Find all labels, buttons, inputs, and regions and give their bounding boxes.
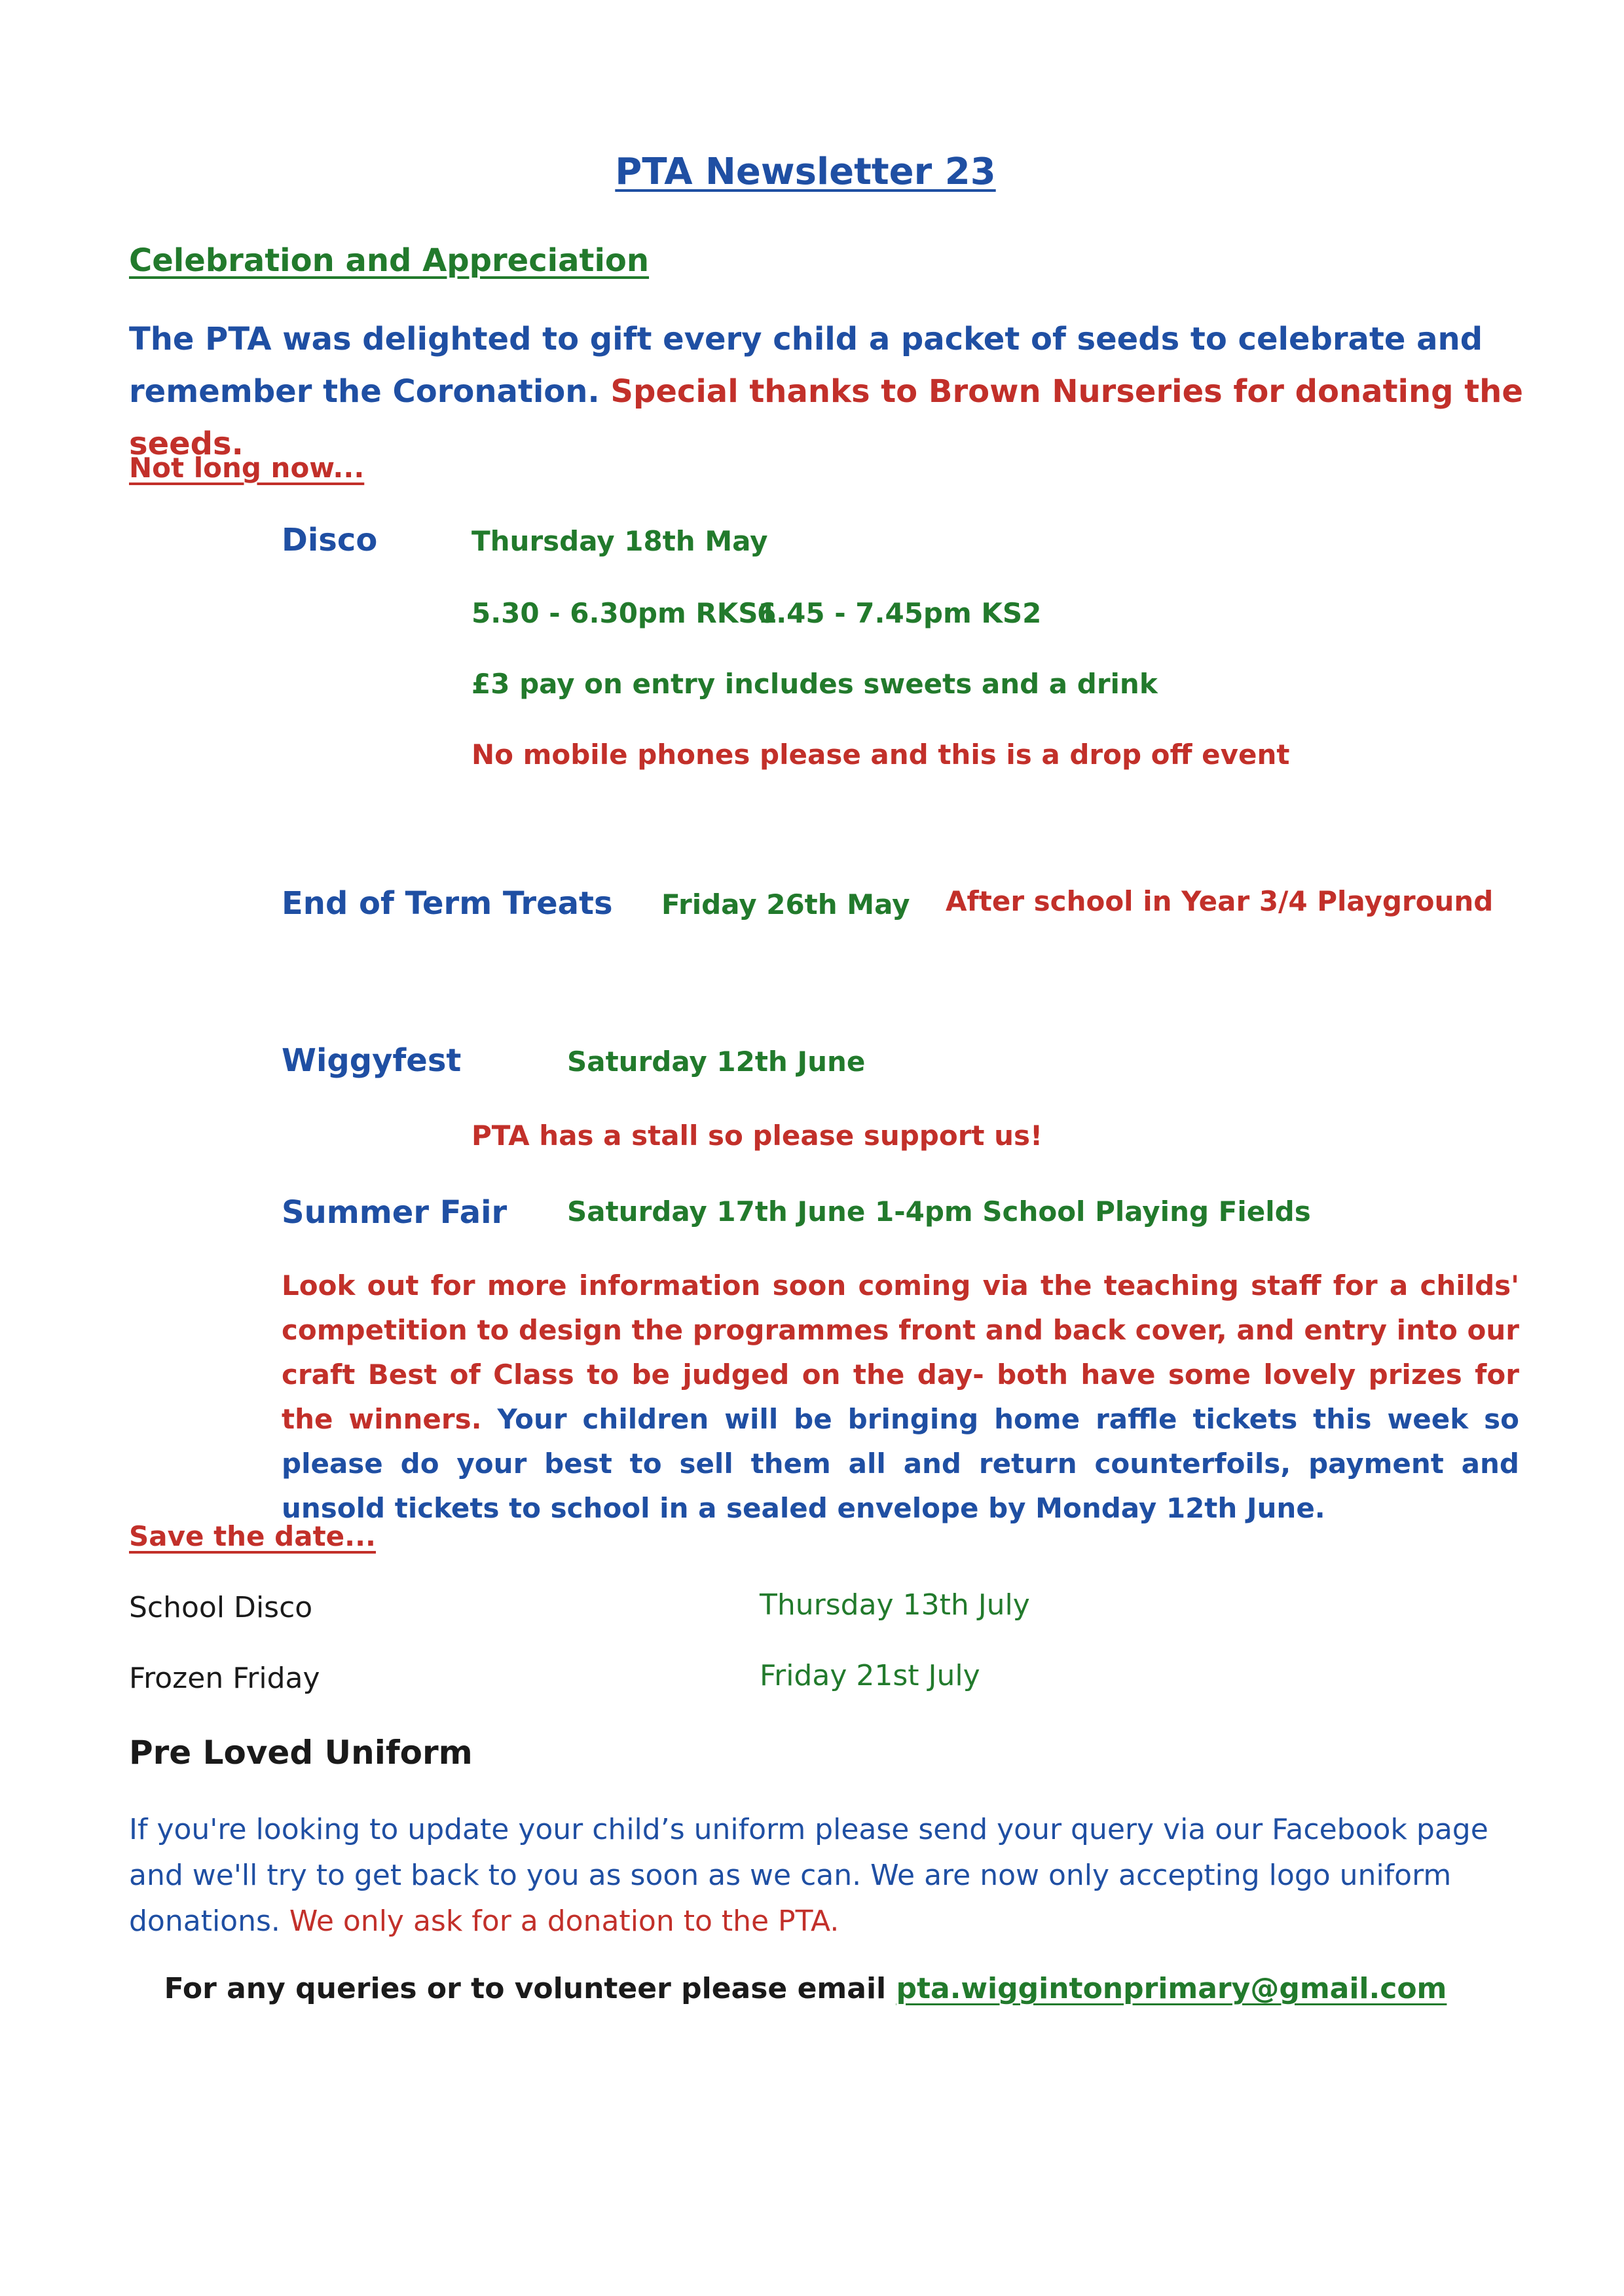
uniform-text-red: We only ask for a donation to the PTA. [289,1904,840,1938]
end-of-term-location: After school in Year 3/4 Playground [946,885,1494,917]
wiggyfest-date: Saturday 12th June [567,1046,866,1078]
celebration-paragraph [129,313,1537,470]
end-of-term-name: End of Term Treats [282,885,613,922]
save-date-item-name: School Disco [129,1591,313,1624]
summer-fair-name: Summer Fair [282,1194,507,1231]
wiggyfest-note: PTA has a stall so please support us! [471,1120,1043,1152]
summer-fair-details: Saturday 17th June 1-4pm School Playing Fields [567,1195,1311,1228]
uniform-heading: Pre Loved Uniform [129,1734,473,1772]
celebration-text-red: Special thanks to Brown Nurseries for donating the seeds. [129,373,1523,462]
save-the-date-heading: Save the date... [129,1520,376,1552]
disco-name: Disco [282,522,378,558]
celebration-heading: Celebration and Appreciation [129,242,650,279]
disco-price: £3 pay on entry includes sweets and a drink [471,668,1158,700]
disco-note: No mobile phones please and this is a drop off event [471,738,1290,771]
contact-line [0,1972,1611,2005]
wiggyfest-name: Wiggyfest [282,1042,462,1079]
disco-time-rks1: 5.30 - 6.30pm RKS1 [471,597,777,629]
save-date-item-date: Thursday 13th July [760,1588,1030,1622]
summer-fair-text-red: Look out for more information soon coming via the teaching staff for a childs' competition to design the programmes front and back cover, and entry into our craft Best of Class to be judged on the day- both have some lovely prizes for the winners. [282,1269,1519,1435]
not-long-now-heading: Not long now... [129,452,365,484]
end-of-term-date: Friday 26th May [661,888,910,920]
uniform-paragraph [129,1807,1530,1944]
disco-date: Thursday 18th May [471,525,768,557]
uniform-text-blue: If you're looking to update your child’s uniform please send your query via our Facebook page and we'll try to get back to you as soon as we can. We are now only accepting logo uniform donations. [129,1813,1488,1938]
disco-time-ks2: 6.45 - 7.45pm KS2 [757,597,1042,629]
save-date-item-name: Frozen Friday [129,1662,320,1695]
summer-fair-text-blue: Your children will be bringing home raffle tickets this week so please do your best to sell them all and return counterfoils, payment and unsold tickets to school in a sealed envelope by Monday 12th June. [282,1403,1519,1524]
save-date-item-date: Friday 21st July [760,1659,980,1692]
page-title: PTA Newsletter 23 [615,151,996,193]
summer-fair-paragraph [282,1264,1519,1531]
celebration-text-blue: The PTA was delighted to gift every child a packet of seeds to celebrate and remember the Coronation. [129,321,1483,410]
contact-email-link[interactable]: pta.wiggintonprimary@gmail.com [896,1972,1447,2005]
contact-text: For any queries or to volunteer please email [164,1972,887,2005]
